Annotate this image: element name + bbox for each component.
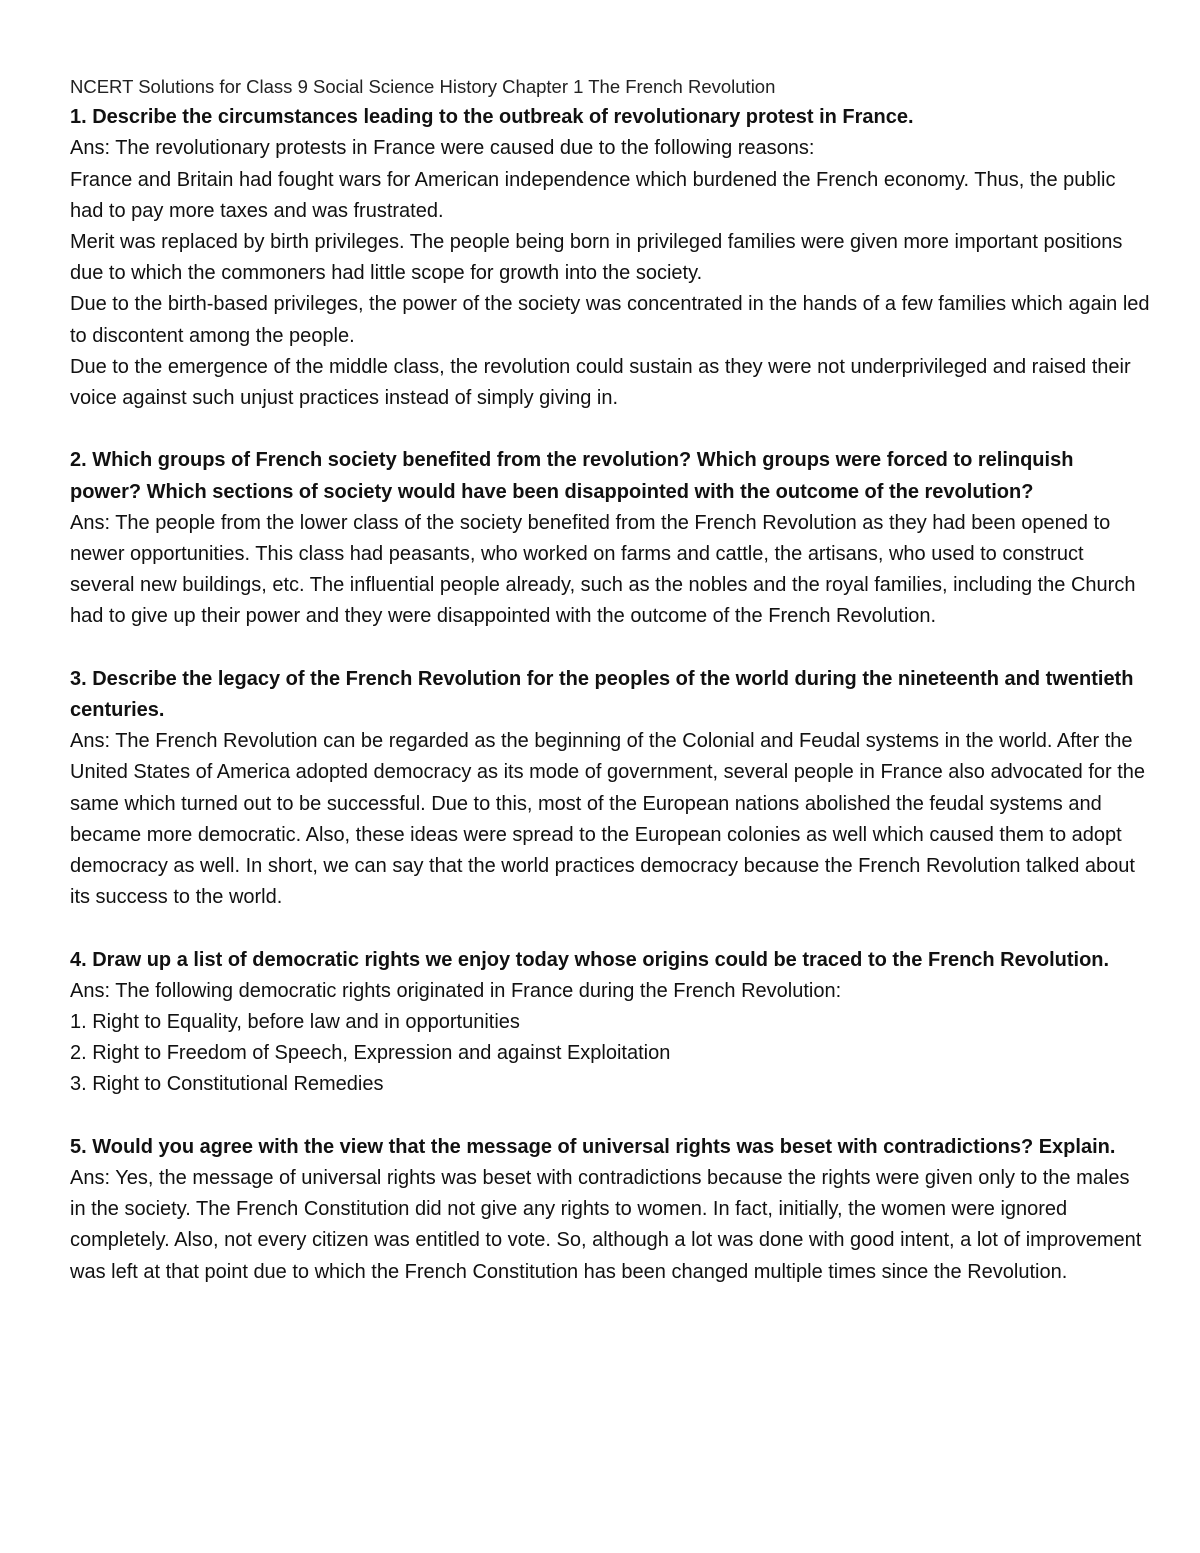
- paragraph-gap: [70, 1101, 1150, 1132]
- answer-4-item-1: 1. Right to Equality, before law and in opportunities: [70, 1011, 520, 1034]
- answer-1-point-1: France and Britain had fought wars for American independence which burdened the French economy. Thus, the public had to pay more taxes and was frustrated.: [70, 168, 1116, 222]
- document-header: NCERT Solutions for Class 9 Social Science History Chapter 1 The French Revolution: [70, 76, 776, 97]
- answer-1-point-3: Due to the birth-based privileges, the power of the society was concentrated in the hands of a few families which again led to discontent among the people.: [70, 293, 1150, 347]
- answer-1-intro: Ans: The revolutionary protests in France were caused due to the following reasons:: [70, 137, 815, 160]
- answer-1-point-4: Due to the emergence of the middle class, the revolution could sustain as they were not underprivileged and raised their voice against such unjust practices instead of simply giving in.: [70, 355, 1131, 410]
- question-4: 4. Draw up a list of democratic rights we enjoy today whose origins could be traced to the French Revolution.: [70, 948, 1110, 971]
- question-5: 5. Would you agree with the view that the message of universal rights was beset with contradictions? Explain.: [70, 1135, 1116, 1158]
- answer-4-item-2: 2. Right to Freedom of Speech, Expression and against Exploitation: [70, 1042, 671, 1065]
- answer-5: Ans: Yes, the message of universal rights was beset with contradictions because the rights were given only to the males in the society. The French Constitution did not give any rights to women. In fact, initially, the women were ignored completely. Also, not every citizen was entitled to vote. So, although a lot was done with good intent, a lot of improvement was left at that point due to which the French Constitution has been changed multiple times since the Revolution.: [70, 1167, 1142, 1283]
- answer-3: Ans: The French Revolution can be regarded as the beginning of the Colonial and Feudal systems in the world. After the United States of America adopted democracy as its mode of government, several people in France also advocated for the same which turned out to be successful. Due to this, most of the European nations abolished the feudal systems and became more democratic. Also, these ideas were spread to the European colonies as well which caused them to adopt democracy as well. In short, we can say that the world practices democracy because the French Revolution talked about its success to the world.: [70, 730, 1146, 909]
- answer-4-intro: Ans: The following democratic rights originated in France during the French Revolution:: [70, 979, 842, 1002]
- paragraph-gap: [70, 414, 1150, 445]
- paragraph-gap: [70, 913, 1150, 944]
- answer-4-item-3: 3. Right to Constitutional Remedies: [70, 1073, 384, 1096]
- question-1: 1. Describe the circumstances leading to the outbreak of revolutionary protest in France.: [70, 106, 914, 129]
- paragraph-gap: [70, 633, 1150, 664]
- document-page: [70, 71, 1150, 1288]
- answer-2: Ans: The people from the lower class of the society benefited from the French Revolution as they had been opened to newer opportunities. This class had peasants, who worked on farms and cattle, the artisans, who used to construct several new buildings, etc. The influential people already, such as the nobles and the royal families, including the Church had to give up their power and they were disappointed with the outcome of the French Revolution.: [70, 511, 1136, 628]
- answer-1-point-2: Merit was replaced by birth privileges. The people being born in privileged families were given more important positions due to which the commoners had little scope for growth into the society.: [70, 231, 1123, 285]
- question-3: 3. Describe the legacy of the French Revolution for the peoples of the world during the nineteenth and twentieth centuries.: [70, 667, 1134, 722]
- question-2: 2. Which groups of French society benefited from the revolution? Which groups were forced to relinquish power? Which sections of society would have been disappointed with the outcome of the revolution?: [70, 449, 1074, 503]
